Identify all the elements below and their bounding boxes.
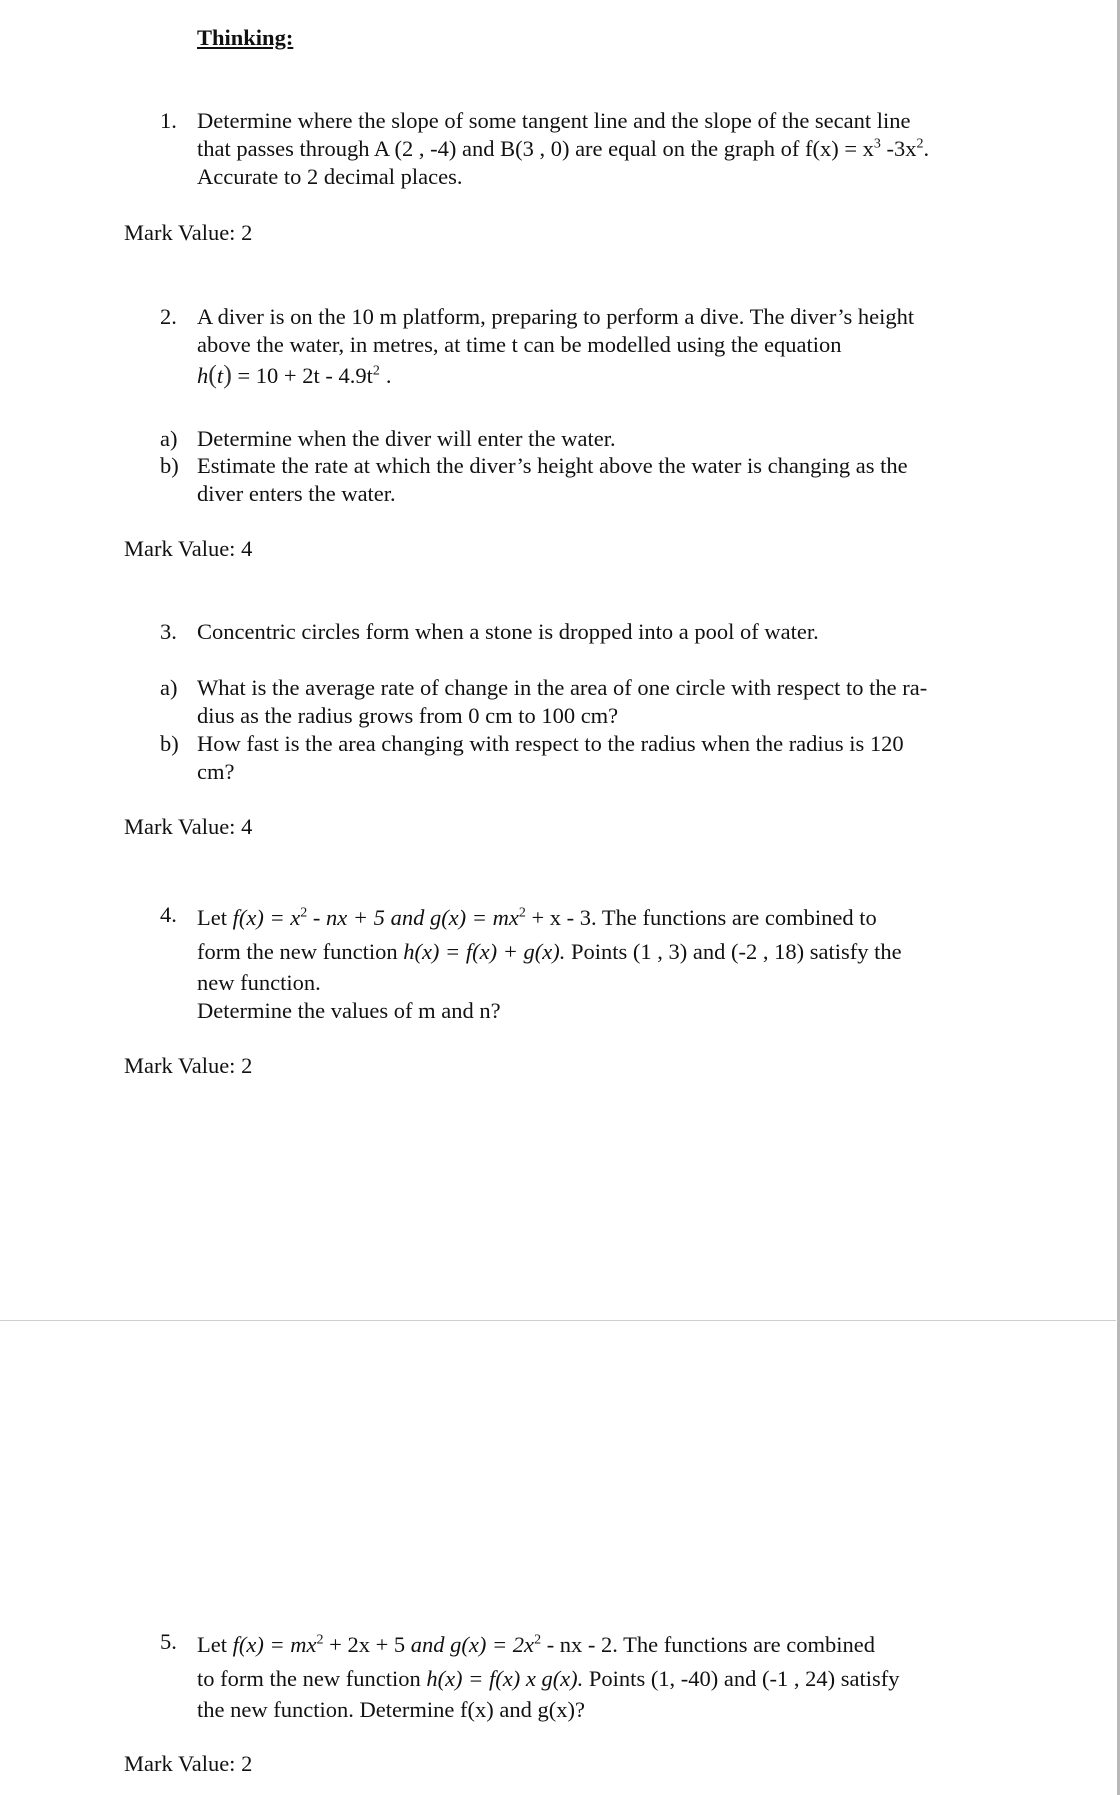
q2b-line: Estimate the rate at which the diver’s height above the water is changing as the: [197, 453, 908, 478]
q5-line: to form the new function h(x) = f(x) x g(x). Points (1, -40) and (-1 , 24) satisfy: [197, 1666, 900, 1691]
q5-number: 5.: [160, 1629, 177, 1654]
q4-line: Let $f(x) = x^2$ - nx + 5 and $g(x) = mx^2 + x - 3$. The functions are combined to: [197, 905, 877, 930]
q3a-line: What is the average rate of change in the area of one circle with respect to the ra-: [197, 675, 928, 700]
q2-line: above the water, in metres, at time t can be modelled using the equation: [197, 332, 842, 357]
q3a-label: a): [160, 675, 178, 700]
q2-line: A diver is on the 10 m platform, preparing to perform a dive. The diver’s height: [197, 304, 915, 329]
q2-mark-value: Mark Value: 4: [124, 536, 253, 561]
q4-number: 4.: [160, 902, 177, 927]
q3-number: 3.: [160, 619, 177, 644]
q2b-label: b): [160, 453, 179, 478]
q5-line: the new function. Determine f(x) and g(x)?: [197, 1697, 585, 1722]
q2b-text: [197, 452, 997, 508]
q3b-line: How fast is the area changing with respect to the radius when the radius is 120: [197, 731, 904, 756]
q4-line: Determine the values of m and n?: [197, 998, 501, 1023]
q4-line: form the new function h(x) = f(x) + g(x). Points (1 , 3) and (-2 , 18) satisfy the: [197, 939, 902, 964]
q5-line: Let $f(x) = mx^2 + 2x + 5$ and $g(x) = 2x^2$ - nx - 2. The functions are combined: [197, 1632, 875, 1657]
q1-number: 1.: [160, 108, 177, 133]
q4-line: new function.: [197, 970, 321, 995]
section-heading: Thinking:: [197, 25, 294, 50]
q3b-label: b): [160, 731, 179, 756]
q4-text: [197, 901, 997, 1025]
q3a-line: dius as the radius grows from 0 cm to 100 cm?: [197, 703, 619, 728]
q1-line: that passes through A (2 , -4) and B(3 , 0) are equal on the graph of $f(x) = x^3$ $-3x^2$.: [197, 136, 930, 161]
q1-line: Determine where the slope of some tangent line and the slope of the secant line: [197, 108, 911, 133]
q3a-text: [197, 674, 997, 730]
q2a-label: a): [160, 426, 178, 451]
q3-mark-value: Mark Value: 4: [124, 814, 253, 839]
q1-line: Accurate to 2 decimal places.: [197, 164, 463, 189]
q1-text: [197, 107, 997, 191]
q2-text: [197, 303, 997, 390]
q3-text: Concentric circles form when a stone is dropped into a pool of water.: [197, 619, 819, 644]
q1-mark-value: Mark Value: 2: [124, 220, 253, 245]
q2a-text: Determine when the diver will enter the water.: [197, 426, 616, 451]
q3b-line: cm?: [197, 759, 235, 784]
q2b-line: diver enters the water.: [197, 481, 396, 506]
q4-mark-value: Mark Value: 2: [124, 1053, 253, 1078]
q3b-text: [197, 730, 997, 786]
q5-mark-value: Mark Value: 2: [124, 1751, 253, 1776]
q2-equation: $h(t) = 10 + 2t - 4.9t^2$ .: [197, 360, 392, 389]
page-break-divider: [0, 1320, 1116, 1321]
q5-text: [197, 1628, 997, 1724]
q2-number: 2.: [160, 304, 177, 329]
